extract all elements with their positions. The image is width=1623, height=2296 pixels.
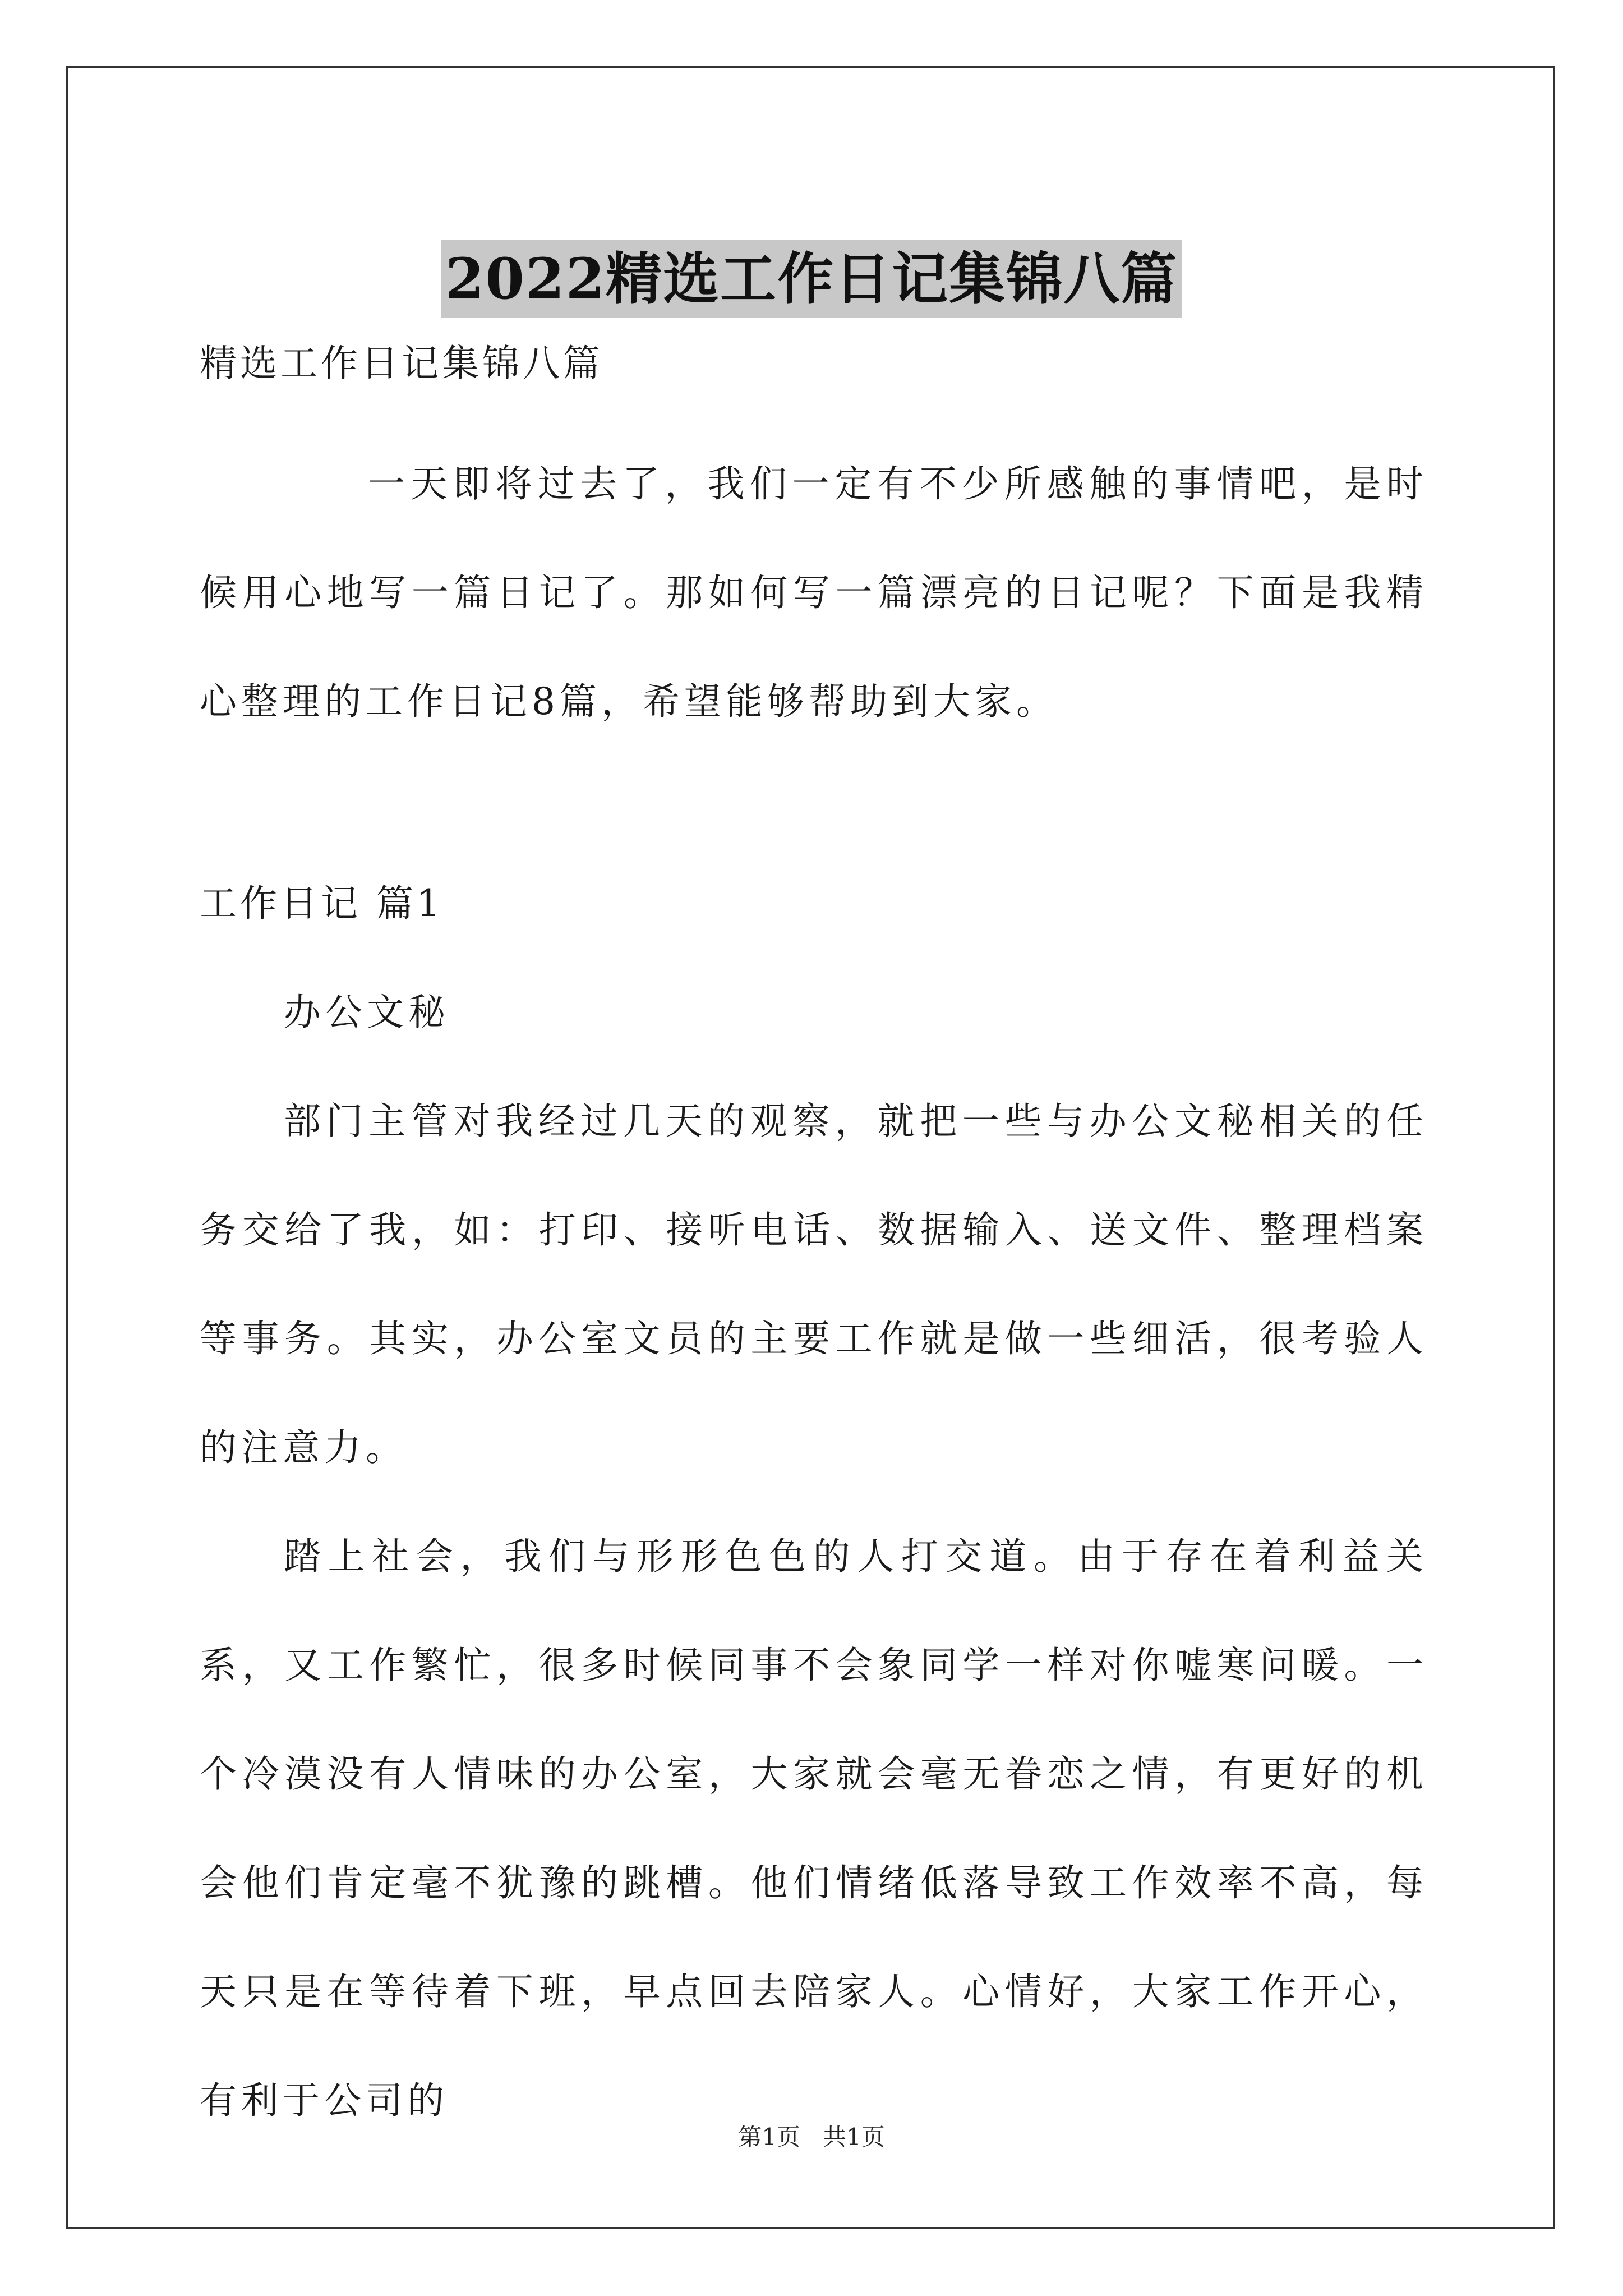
page-number: 第1页 [738, 2123, 800, 2151]
body-paragraph: 部门主管对我经过几天的观察，就把一些与办公文秘相关的任务交给了我，如：打印、接听电话、数据输入、送文件、整理档案等事务。其实，办公室文员的主要工作就是做一些细活，很考验人的注意力。 [200, 1099, 1428, 1469]
page-footer [0, 2120, 1623, 2154]
page-total: 共1页 [823, 2123, 885, 2151]
title-container [0, 202, 1623, 356]
section-heading: 工作日记 篇1 [200, 882, 444, 925]
document-body [200, 337, 1428, 2155]
body-paragraph: 踏上社会，我们与形形色色的人打交道。由于存在着利益关系，又工作繁忙，很多时候同事不会象同学一样对你嘘寒问暖。一个冷漠没有人情味的办公室，大家就会毫无眷恋之情，有更好的机会他们肯定毫不犹豫的跳槽。他们情绪低落导致工作效率不高，每天只是在等待着下班，早点回去陪家人。心情好，大家工作开心，有利于公司的 [200, 1535, 1428, 2122]
section-subheading: 办公文秘 [284, 991, 450, 1034]
document-title: 2022精选工作日记集锦八篇 [441, 240, 1182, 318]
document-subtitle: 精选工作日记集锦八篇 [200, 342, 603, 385]
intro-paragraph: 一天即将过去了，我们一定有不少所感触的事情吧，是时候用心地写一篇日记了。那如何写一篇漂亮的日记呢？下面是我精心整理的工作日记8篇，希望能够帮助到大家。 [200, 462, 1428, 723]
